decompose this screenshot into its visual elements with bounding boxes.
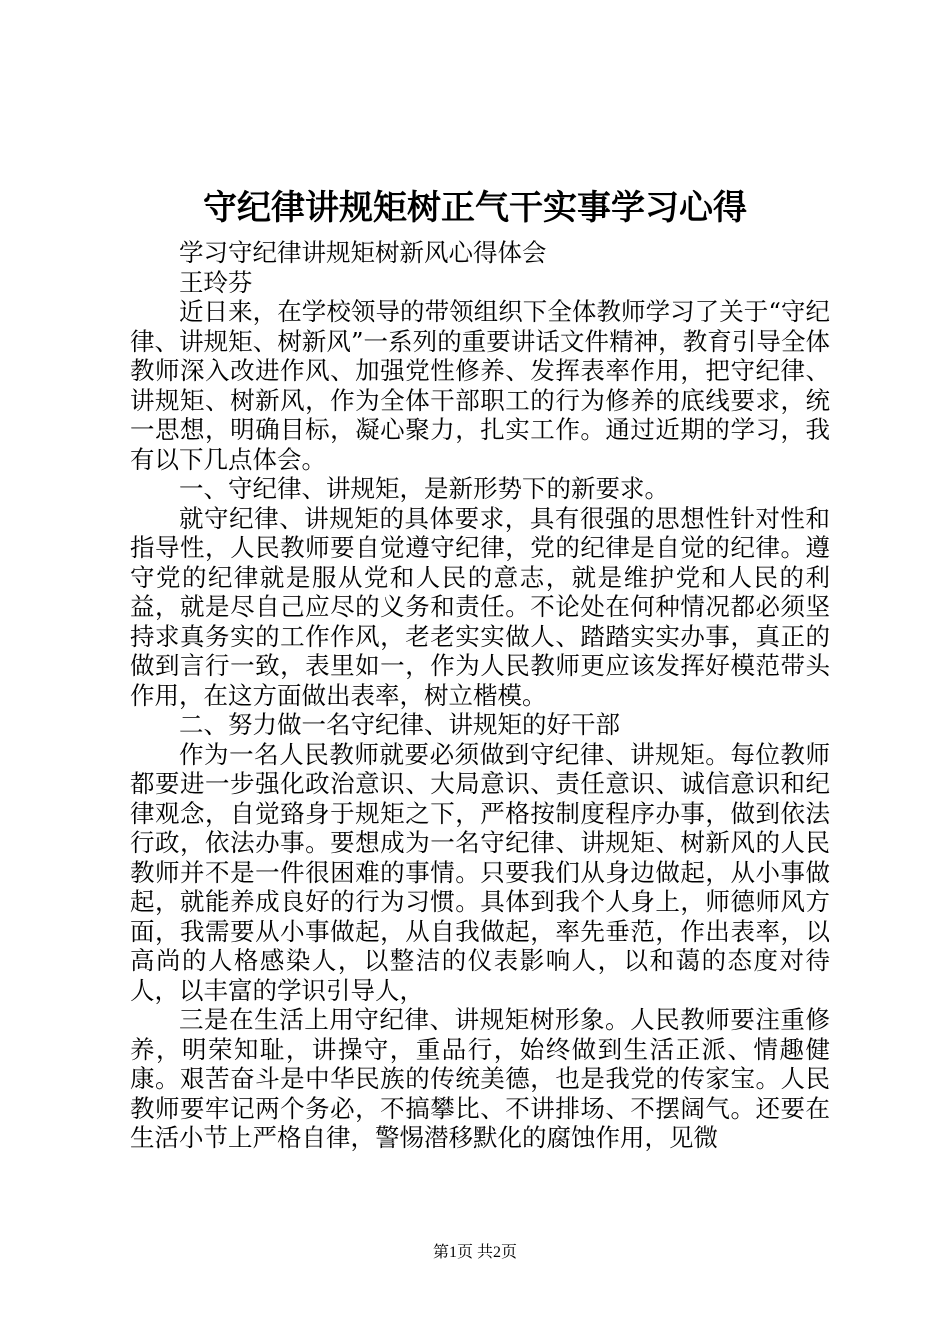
section-heading: 一、守纪律、讲规矩，是新形势下的新要求。 [179, 474, 669, 503]
body-paragraph: 三是在生活上用守纪律、讲规矩树形象。人民教师要注重修养，明荣知耻，讲操守，重品行，始终做到生活正派、情趣健康。艰苦奋斗是中华民族的传统美德，也是我党的传家宝。人民教师要牢记两个务必，不搞攀比、不讲排场、不摆阔气。还要在生活小节上严格自律，警惕潜移默化的腐蚀作用，见微 [130, 1005, 830, 1152]
body-paragraph: 作为一名人民教师就要必须做到守纪律、讲规矩。每位教师都要进一步强化政治意识、大局意识、责任意识、诚信意识和纪律观念，自觉臵身于规矩之下，严格按制度程序办事，做到依法行政，依法办事。要想成为一名守纪律、讲规矩、树新风的人民教师并不是一件很困难的事情。只要我们从身边做起，从小事做起，就能养成良好的行为习惯。具体到我个人身上，师德师风方面，我需要从小事做起，从自我做起，率先垂范，作出表率，以高尚的人格感染人，以整洁的仪表影响人，以和蔼的态度对待人，以丰富的学识引导人， [130, 739, 830, 1005]
author-paragraph: 王玲芬 [179, 267, 253, 297]
body-paragraph: 近日来，在学校领导的带领组织下全体教师学习了关于“守纪律、讲规矩、树新风”一系列的重要讲话文件精神，教育引导全体教师深入改进作风、加强党性修养、发挥表率作用，把守纪律、讲规矩、树新风，作为全体干部职工的行为修养的底线要求，统一思想，明确目标，凝心聚力，扎实工作。通过近期的学习，我有以下几点体会。 [130, 297, 830, 474]
document-title: 守纪律讲规矩树正气干实事学习心得 [203, 188, 747, 228]
document-body [130, 238, 830, 1153]
subtitle-paragraph: 学习守纪律讲规矩树新风心得体会 [179, 238, 547, 267]
page-footer: 第1页 共2页 [432, 1244, 517, 1261]
section-heading: 二、努力做一名守纪律、讲规矩的好干部 [179, 710, 620, 739]
body-paragraph: 就守纪律、讲规矩的具体要求，具有很强的思想性针对性和指导性，人民教师要自觉遵守纪律，党的纪律是自觉的纪律。遵守党的纪律就是服从党和人民的意志，就是维护党和人民的利益，就是尽自己应尽的义务和责任。不论处在何种情况都必须坚持求真务实的工作作风，老老实实做人、踏踏实实办事，真正的做到言行一致，表里如一，作为人民教师更应该发挥好模范带头作用，在这方面做出表率，树立楷模。 [130, 503, 830, 710]
